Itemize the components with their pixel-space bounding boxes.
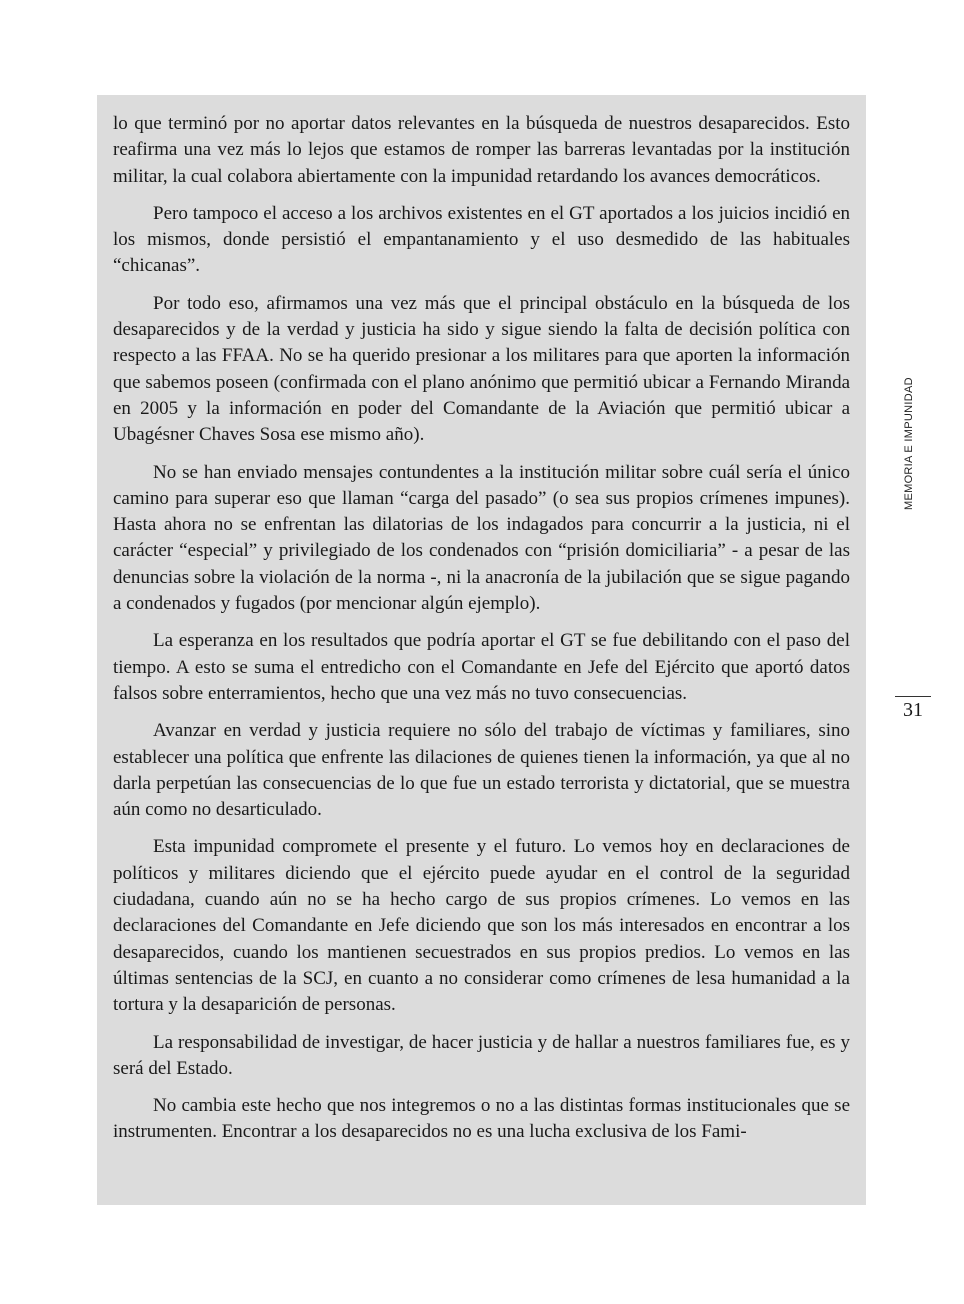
paragraph: Esta impunidad compromete el presente y el futuro. Lo vemos hoy en declaraciones de políticos y militares diciendo que el ejército puede ayudar en el control de la seguridad ciudadana, cuando aún no se ha hecho cargo de sus propios crímenes. Lo vemos en las declaraciones del Comandante en Jefe diciendo que son los más interesados en encontrar a los desaparecidos, cuando los mantienen secuestrados en sus propios predios. Lo vemos en las últimas sentencias de la SCJ, en cuanto a no considerar como crímenes de lesa humanidad a la tortura y la desaparición de personas. — [113, 836, 850, 1016]
paragraph: Pero tampoco el acceso a los archivos existentes en el GT aportados a los juicios incidió en los mismos, donde persistió el empantanamiento y el uso desmedido de las habituales “chicanas”. — [113, 202, 850, 277]
paragraph: La responsabilidad de investigar, de hacer justicia y de hallar a nuestros familiares fue, es y será del Estado. — [113, 1031, 850, 1079]
paragraph: No se han enviado mensajes contundentes a la institución militar sobre cuál sería el único camino para superar eso que llaman “carga del pasado” (o sea sus propios crímenes impunes). Hasta ahora no se enfrentan las dilatorias de los indagados para concurrir a la justicia, ni el carácter “especial” y privilegiado de los condenados con “prisión domiciliaria” - a pesar de las denuncias sobre la violación de la norma -, ni la anacronía de la jubilación que se sigue pagando a condenados y fugados (por mencionar algún ejemplo). — [113, 461, 850, 615]
page-number-rule — [895, 696, 931, 697]
paragraph: Por todo eso, afirmamos una vez más que el principal obstáculo en la búsqueda de los desaparecidos y de la verdad y justicia ha sido y sigue siendo la falta de decisión política con respecto a las FFAA. No se ha querido presionar a los militares para que aporten la información que sabemos poseen (confirmada con el plano anónimo que permitió ubicar a Fernando Miranda en 2005 y la información en poder del Comandante de la Aviación que permitió ubicar a Ubagésner Chaves Sosa ese mismo año). — [113, 292, 850, 446]
paragraph: lo que terminó por no aportar datos relevantes en la búsqueda de nuestros desaparecidos. Esto reafirma una vez más lo lejos que estamos de romper las barreras levantadas por la institución militar, la cual colabora abiertamente con la impunidad retardando los avances democráticos. — [113, 113, 850, 187]
running-title: MEMORIA E IMPUNIDAD — [903, 377, 915, 510]
body-text-block — [97, 95, 866, 1205]
paragraph: No cambia este hecho que nos integremos o no a las distintas formas institucionales que se instrumenten. Encontrar a los desaparecidos no es una lucha exclusiva de los Fami- — [113, 1095, 850, 1143]
paragraph: La esperanza en los resultados que podría aportar el GT se fue debilitando con el paso del tiempo. A esto se suma el entredicho con el Comandante en Jefe del Ejército que aportó datos falsos sobre enterramientos, hecho que una vez más no tuvo consecuencias. — [113, 630, 850, 704]
paragraph: Avanzar en verdad y justicia requiere no sólo del trabajo de víctimas y familiares, sino establecer una política que enfrente las dilaciones de quienes tienen la información, ya que al no darla perpetúan las consecuencias de lo que fue un estado terrorista y dictatorial, que se muestra aún como no desarticulado. — [113, 720, 850, 821]
page-number: 31 — [903, 699, 923, 721]
